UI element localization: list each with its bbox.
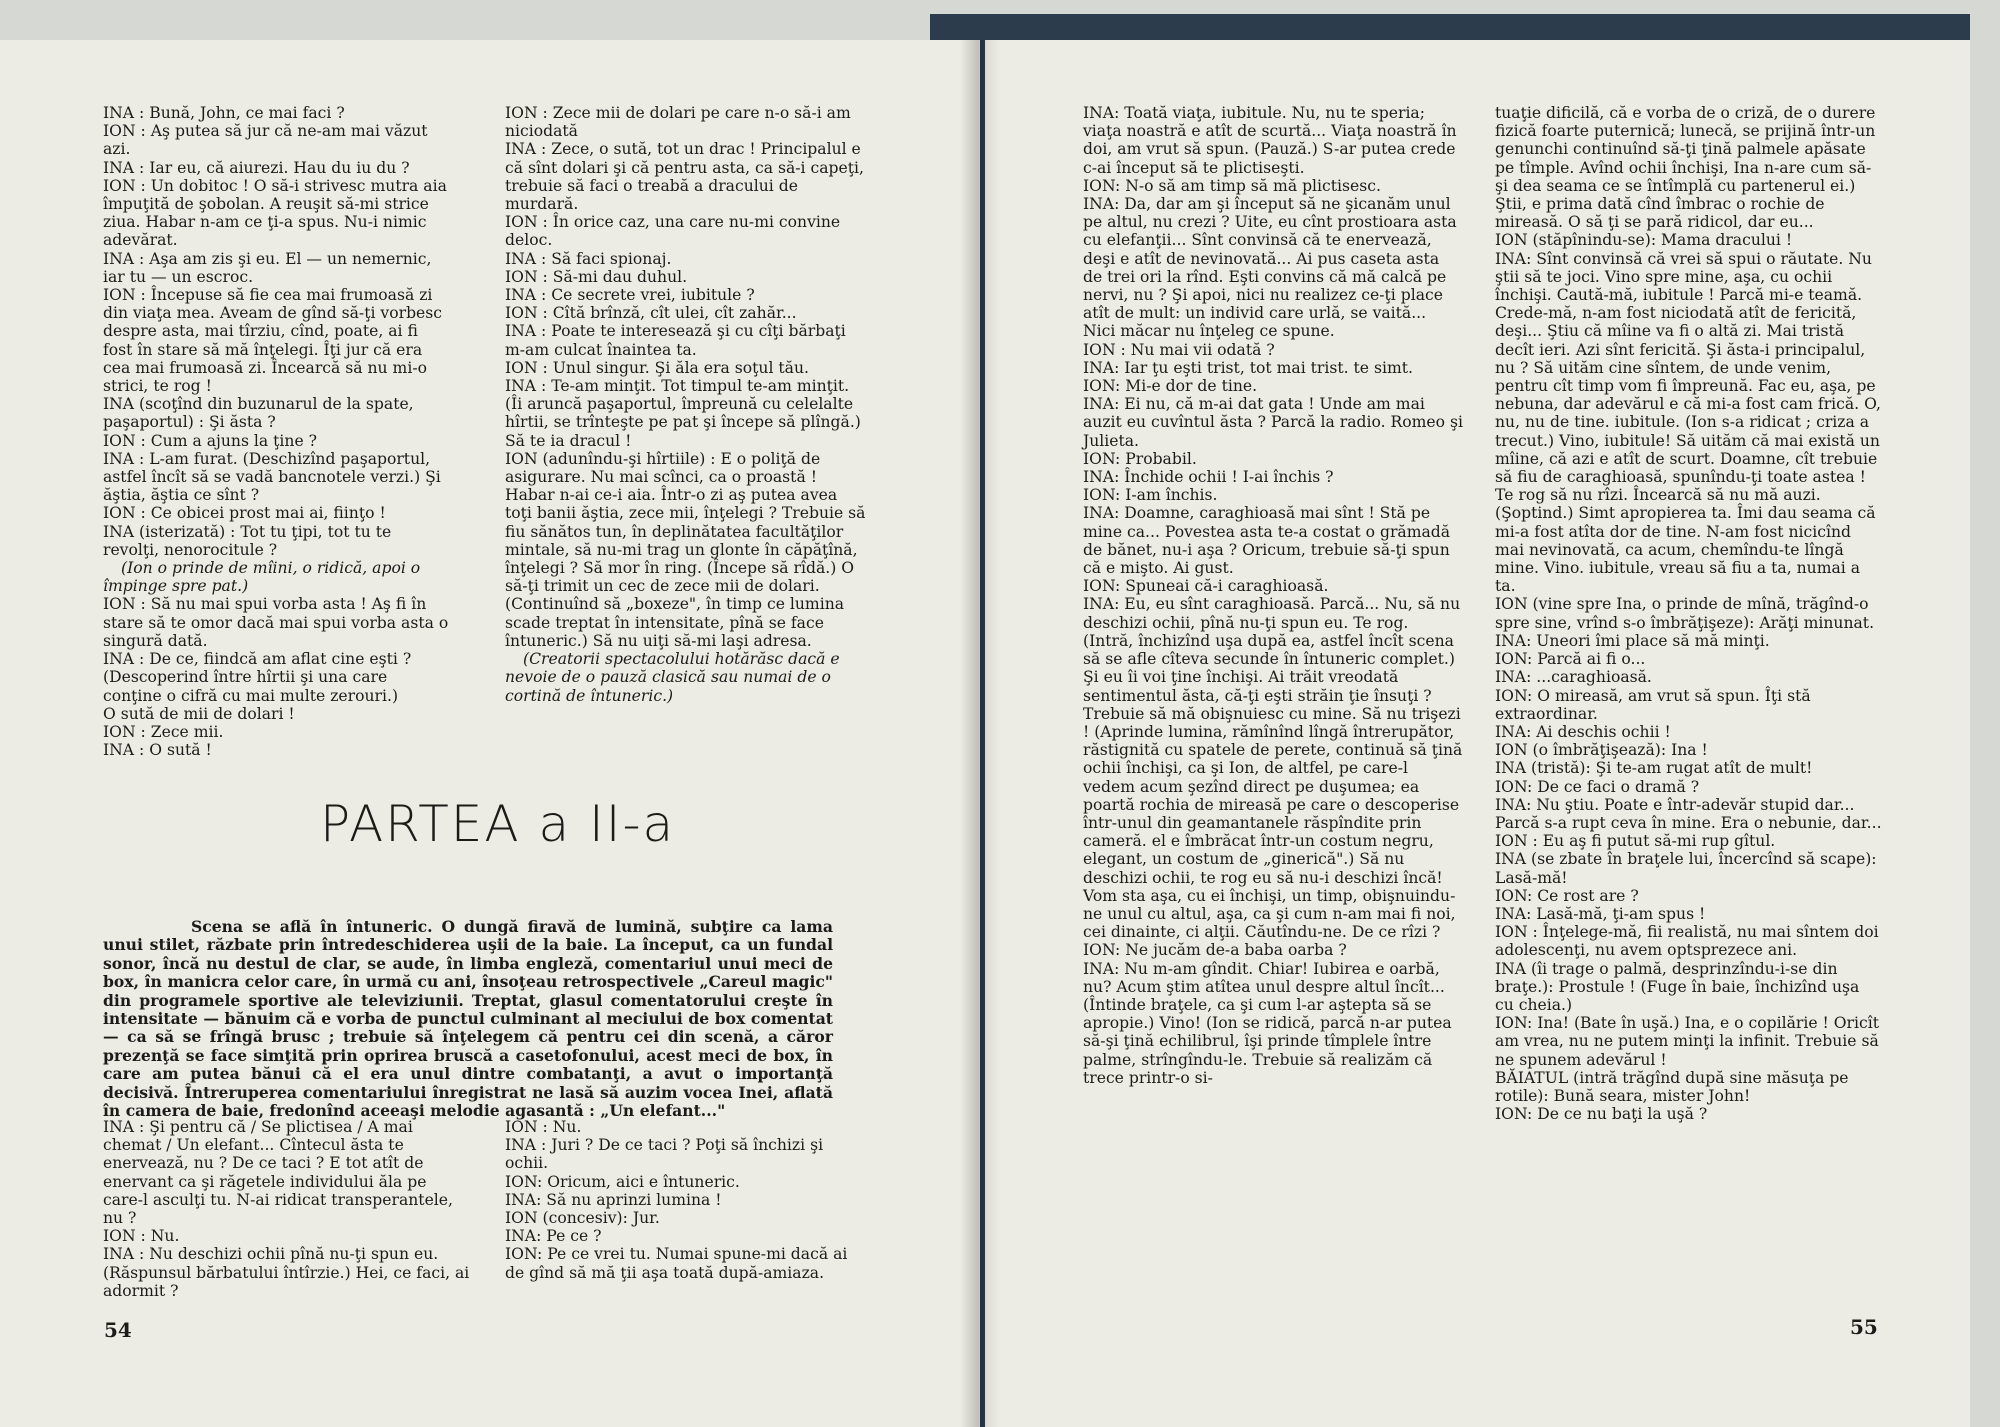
dialogue-line: INA : Ce secrete vrei, iubitule ? xyxy=(505,286,755,305)
dialogue-line: INA : Zece, o sută, tot un drac ! Principalul e că sînt dolari şi că pentru asta, ca să-i capeţi, trebuie să faci o treabă a dracului de murdară. xyxy=(505,140,864,214)
dialogue-line: ION (concesiv): Jur. xyxy=(505,1209,660,1228)
dialogue-line: ION: Mi-e dor de tine. xyxy=(1083,377,1258,396)
dialogue-line: (Creatorii spectacolului hotărăsc dacă e nevoie de o pauză clasică sau numai de o cortină de întuneric.) xyxy=(505,650,840,705)
dialogue-line: ION: Spuneai că-i caraghioasă. xyxy=(1083,577,1329,596)
dialogue-line: ION : Nu. xyxy=(505,1118,582,1136)
dialogue-line: ION : Aş putea să jur că ne-am mai văzut azi. xyxy=(103,122,428,159)
dialogue-line: ION : Să-mi dau duhul. xyxy=(505,267,688,286)
dialogue-line: INA: Da, dar am şi început să ne şicanăm unul pe altul, nu crezi ? Uite, eu cînt prostioara asta cu elefanţii... Sînt convinsă că te enervează, deşi e atît de nevinovată... Ai pus caseta asta de trei ori la rînd. Eşti convins că mă calcă pe nervi, nu ? Şi apoi, nici nu realizez ce-ţi place atît de mult: un individ care urlă, se vaită... Nici măcar nu înţeleg ce spune. xyxy=(1083,195,1457,341)
right-column-2 xyxy=(1495,104,1882,1123)
dialogue-line: INA: Lasă-mă, ţi-am spus ! xyxy=(1495,904,1706,923)
dialogue-line: INA (se zbate în braţele lui, încercînd să scape): Lasă-mă! xyxy=(1495,850,1877,887)
dialogue-line: ION: De ce nu baţi la uşă ? xyxy=(1495,1105,1708,1124)
dialogue-line: INA : O sută ! xyxy=(103,741,212,760)
page-number-left: 54 xyxy=(104,1318,132,1342)
dialogue-line: ION: Ce rost are ? xyxy=(1495,886,1639,905)
dialogue-line: INA: Ei nu, că m-ai dat gata ! Unde am mai auzit eu cuvîntul ăsta ? Parcă la radio. Romeo şi Julieta. xyxy=(1083,395,1463,450)
dialogue-line: INA : L-am furat. (Deschizînd paşaportul, astfel încît să se vadă bancnotele verzi.) Şi ăştia, ăştia ce sînt ? xyxy=(103,449,441,505)
dialogue-line: ION (vine spre Ina, o prinde de mînă, trăgînd-o spre sine, vrînd s-o îmbrăţişeze): Arăţi minunat. xyxy=(1495,595,1875,632)
dialogue-line: INA : Iar eu, că aiurezi. Hau du iu du ? xyxy=(103,158,410,177)
dialogue-line: INA : Bună, John, ce mai faci ? xyxy=(103,104,345,122)
dialogue-line: ION: De ce faci o dramă ? xyxy=(1495,777,1700,796)
right-page xyxy=(985,40,1970,1427)
dialogue-line: O sută de mii de dolari ! xyxy=(103,704,295,723)
page-number-right: 55 xyxy=(1850,1315,1878,1339)
dialogue-line: BĂIATUL (intră trăgînd după sine măsuţa pe rotile): Bună seara, mister John! xyxy=(1495,1068,1849,1105)
dialogue-line: ION : Un dobitoc ! O să-i strivesc mutra aia împuţită de şobolan. A reuşit să-mi strice ziua. Habar n-am ce ţi-a spus. Nu-i nimic adevărat. xyxy=(103,176,447,250)
dialogue-line: INA: Să nu aprinzi lumina ! xyxy=(505,1190,722,1209)
dialogue-line: INA (isterizată) : Tot tu ţipi, tot tu te revolţi, nenorocitule ? xyxy=(103,522,392,559)
dialogue-line: ION: Pe ce vrei tu. Numai spune-mi dacă ai de gînd să mă ţii aşa toată după-amiaza. xyxy=(505,1245,848,1282)
left-column-3 xyxy=(103,1118,470,1300)
dialogue-line: ION (adunîndu-şi hîrtiile) : E o poliţă de asigurare. Nu mai scînci, ca o proastă ! Habar n-ai ce-i aia. Într-o zi aş putea avea toţi banii ăştia, zece mii, înţelegi ? Trebuie să fiu sănătos tun, în deplinătatea facultăţilor mintale, să nu-mi trag un glonte în căpăţînă, înţelegi ? Să mor în ring. (Începe să rîdă.) O să-ţi trimit un cec de zece mii de dolari. (Continuînd să „boxeze", în timp ce lumina scade treptat în intensitate, pînă se face întuneric.) Să nu uiţi să-mi laşi adresa. xyxy=(505,449,866,650)
dialogue-line: INA: Doamne, caraghioasă mai sînt ! Stă pe mine ca... Povestea asta te-a costat o grămadă de bănet, nu-i aşa ? Oricum, trebuie să-ţi spun că e mişto. Ai gust. xyxy=(1083,504,1451,578)
dialogue-line: ION: Ina! (Bate în uşă.) Ina, e o copilărie ! Oricît am vrea, nu ne putem minţi la infinit. Trebuie să ne spunem adevărul ! xyxy=(1495,1014,1879,1069)
dialogue-line: INA: Iar ţu eşti trist, tot mai trist. te simt. xyxy=(1083,358,1413,377)
dialogue-line: INA : Şi pentru că / Se plictisea / A mai chemat / Un elefant... Cîntecul ăsta te enervează, nu ? De ce taci ? E tot atît de enervant ca şi răgetele individului ăla pe care-l asculţi tu. N-ai ridicat transperantele, nu ? xyxy=(103,1118,453,1228)
dialogue-line: ION : Cîtă brînză, cît ulei, cît zahăr... xyxy=(505,304,797,323)
dialogue-line: ION: Ne jucăm de-a baba oarba ? xyxy=(1083,941,1347,960)
dialogue-line: INA: Ai deschis ochii ! xyxy=(1495,722,1671,741)
dialogue-line: ION : Zece mii de dolari pe care n-o să-i am niciodată xyxy=(505,104,851,141)
dialogue-line: ION : Înţelege-mă, fii realistă, nu mai sîntem doi adolescenţi, nu avem optsprezece ani. xyxy=(1495,923,1879,960)
dialogue-line: ION: I-am închis. xyxy=(1083,486,1218,505)
left-column-4 xyxy=(505,1118,867,1282)
dialogue-line: INA (scoţînd din buzunarul de la spate, paşaportul) : Şi ăsta ? xyxy=(103,395,414,432)
dialogue-line: INA: Eu, eu sînt caraghioasă. Parcă... Nu, să nu deschizi ochii, pînă nu-ţi spun eu. Te rog. (Intră, închizînd uşa după ea, astfel încît scena să se afle cîteva secunde în întuneric complet.) Şi eu îi voi ţine închişi. Ai trăit vreodată sentimentul ăsta, că-ţi eşti străin ţie însuţi ? Trebuie să mă obişnuiesc cu mine. Să nu trişezi ! (Aprinde lumina, rămînînd lîngă întrerupător, răstignită cu spatele de perete, continuă să ţină ochii închişi, ca şi Ion, de altfel, pe care-l vedem acum şezînd direct pe duşumea; ea poartă rochia de mireasă pe care o descoperise într-unul din geamantanele răspîndite prin cameră. el e îmbrăcat într-un costum negru, elegant, un costum de „ginerică".) Să nu deschizi ochii, te rog eu să nu-i deschizi încă! Vom sta aşa, cu ei închişi, un timp, obişnuindu-ne unul cu altul, aşa, ca şi cum n-am mai fi noi, cei dinainte, ci alţii. Căutîndu-ne. De ce rîzi ? xyxy=(1083,595,1463,942)
part-heading: PARTEA a II-a xyxy=(320,795,676,853)
dialogue-line: ION : Unul singur. Şi ăla era soţul tău. xyxy=(505,358,809,377)
dialogue-line: ION: O mireasă, am vrut să spun. Îţi stă extraordinar. xyxy=(1495,686,1811,723)
dialogue-line: ION : Zece mii. xyxy=(103,722,224,741)
scene-intro xyxy=(103,918,833,1120)
scene-intro-text: Scena se află în întuneric. O dungă firavă de lumină, subţire ca lama unui stilet, răzbate prin întredeschiderea uşii de la baie. La început, ca un fundal sonor, încă nu destul de clar, se aude, în limba engleză, comentariul unui meci de box, în manicra celor care, în urmă cu ani, însoţeau retrospectivele „Careul magic" din programele sportive ale televiziunii. Treptat, glasul comentatorului creşte în intensitate — bănuim că e vorba de punctul culminant al meciului de box comentat — ca să se frîngă brusc ; trebuie să înţelegem că pentru cei din scenă, a căror prezenţă se face simţită prin oprirea bruscă a casetofonului, acest meci de box, în care am putea bănui că el era unul dintre combatanţi, a avut o importanţă decisivă. Întreruperea comentariului înregistrat ne lasă să auzim vocea Inei, aflată în camera de baie, fredonînd aceeaşi melodie agasantă : „Un elefant..." xyxy=(103,917,833,1121)
dialogue-line: INA: Sînt convinsă că vrei să spui o răutate. Nu ştii să te joci. Vino spre mine, aşa, cu ochii închişi. Caută-mă, iubitule ! Parcă mi-e teamă. Crede-mă, n-am fost niciodată atît de fericită, deşi... Ştiu că mîine va fi o altă zi. Mai tristă decît ieri. Azi sînt fericită. Şi ăsta-i principalul, nu ? Să uităm cine sîntem, de unde venim, pentru cît timp vom fi împreună. Fac eu, aşa, pe nebuna, dar adevărul e că mi-a fost cam frică. O, nu, nu de tine. iubitule. (Ion s-a ridicat ; criza a trecut.) Vino, iubitule! Să uităm că mai există un mîine, că azi e atît de scurt. Doamne, cît trebuie să fiu de caraghioasă, spunîndu-ţi toate astea ! Te rog să nu rîzi. Încearcă să nu mă auzi. (Şoptind.) Simt apropierea ta. Îmi dau seama că mi-a fost atîta dor de tine. N-am fost nicicînd mai nevinovată, ca acum, chemîndu-te lîngă mine. Vino. iubitule, vreau să fiu a ta, numai a ta. xyxy=(1495,249,1881,596)
dialogue-line: INA: Închide ochii ! I-ai închis ? xyxy=(1083,468,1334,487)
book-gutter-shadow xyxy=(960,40,1000,1427)
dialogue-line: ION : Cum a ajuns la ţine ? xyxy=(103,431,317,450)
dialogue-line: INA: Toată viaţa, iubitule. Nu, nu te speria; viaţa noastră e atît de scurtă... Viaţa noastră în doi, am vrut să spun. (Pauză.) S-ar putea crede c-ai început să te plictiseşti. xyxy=(1083,104,1457,177)
dialogue-line: INA : Nu deschizi ochii pînă nu-ţi spun eu. (Răspunsul bărbatului întîrzie.) Hei, ce faci, ai adormit ? xyxy=(103,1245,470,1300)
dialogue-line: INA : Să faci spionaj. xyxy=(505,249,672,268)
dialogue-line: ION : În orice caz, una care nu-mi convine deloc. xyxy=(505,213,841,250)
dialogue-line: INA: ...caraghioasă. xyxy=(1495,668,1652,687)
dialogue-line: ION : Nu. xyxy=(103,1227,180,1246)
dialogue-line: ION : Începuse să fie cea mai frumoasă zi din viaţa mea. Aveam de gînd să-ţi vorbesc despre asta, mai tîrziu, cînd, poate, ai fi fost în stare să mă înţelegi. Îţi jur că era cea mai frumoasă zi. Încearcă să nu mi-o strici, te rog ! xyxy=(103,286,443,396)
dialogue-line: INA (îi trage o palmă, desprinzîndu-i-se din braţe.): Prostule ! (Fuge în baie, închizînd uşa cu cheia.) xyxy=(1495,959,1860,1014)
dialogue-line: INA: Nu m-am gîndit. Chiar! Iubirea e oarbă, nu? Acum ştim atîtea unul despre altul încît... (Întinde braţele, ca şi cum l-ar aştepta să se apropie.) Vino! (Ion se ridică, parcă n-ar putea să-şi ţină echilibrul, îşi prinde tîmplele între palme, strîngîndu-le. Trebuie să realizăm că trece printr-o si- xyxy=(1083,959,1452,1087)
dialogue-line: ION: N-o să am timp să mă plictisesc. xyxy=(1083,176,1381,195)
left-column-1 xyxy=(103,104,450,759)
dialogue-line: ION (stăpînindu-se): Mama dracului ! xyxy=(1495,231,1793,250)
dialogue-line: ION: Oricum, aici e întuneric. xyxy=(505,1172,740,1191)
dialogue-line: INA: Nu ştiu. Poate e într-adevăr stupid dar... Parcă s-a rupt ceva în mine. Era o nebunie, dar... xyxy=(1495,795,1882,832)
dialogue-line: ION : Nu mai vii odată ? xyxy=(1083,340,1275,359)
dialogue-line: ION: Probabil. xyxy=(1083,449,1197,468)
dialogue-line: INA (tristă): Şi te-am rugat atît de mult! xyxy=(1495,759,1813,778)
dialogue-line: INA: Pe ce ? xyxy=(505,1227,602,1246)
dialogue-line: tuaţie dificilă, că e vorba de o criză, de o durere fizică foarte puternică; lunecă, se prijină într-un genunchi continuînd să-ţi ţină palmele apăsate pe tîmple. Avînd ochii închişi, Ina n-are cum să-şi dea seama ce se întîmplă cu partenerul ei.) Ştii, e prima dată cînd îmbrac o rochie de mireasă. O să ţi se pară ridicol, dar eu... xyxy=(1495,104,1876,232)
dialogue-line: ION : Să nu mai spui vorba asta ! Aş fi în stare să te omor dacă mai spui vorba asta o singură dată. xyxy=(103,595,449,650)
dialogue-line: INA : Poate te interesează şi cu cîţi bărbaţi m-am culcat înaintea ta. xyxy=(505,322,846,359)
dialogue-line: ION : Ce obicei prost mai ai, fiinţo ! xyxy=(103,504,386,523)
left-column-2 xyxy=(505,104,867,705)
dialogue-line: INA : De ce, fiindcă am aflat cine eşti ? (Descoperind între hîrtii şi una care conţine o cifră cu mai multe zerouri.) xyxy=(103,650,412,705)
dialogue-line: INA: Uneori îmi place să mă minţi. xyxy=(1495,631,1770,650)
dialogue-line: ION : Eu aş fi putut să-mi rup gîtul. xyxy=(1495,832,1776,851)
right-column-1 xyxy=(1083,104,1463,1087)
dialogue-line: INA : Juri ? De ce taci ? Poţi să închizi şi ochii. xyxy=(505,1136,824,1173)
dialogue-line: (Ion o prinde de mîini, o ridică, apoi o împinge spre pat.) xyxy=(103,559,421,596)
dialogue-line: ION: Parcă ai fi o... xyxy=(1495,650,1646,669)
dialogue-line: ION (o îmbrăţişează): Ina ! xyxy=(1495,741,1708,760)
left-page xyxy=(0,40,980,1427)
dialogue-line: INA : Te-am minţit. Tot timpul te-am minţit. (Îi aruncă paşaportul, împreună cu celelalte hîrtii, se trînteşte pe pat şi începe să plîngă.) Să te ia dracul ! xyxy=(505,377,861,450)
dialogue-line: INA : Aşa am zis şi eu. El — un nemernic, iar tu — un escroc. xyxy=(103,249,432,286)
